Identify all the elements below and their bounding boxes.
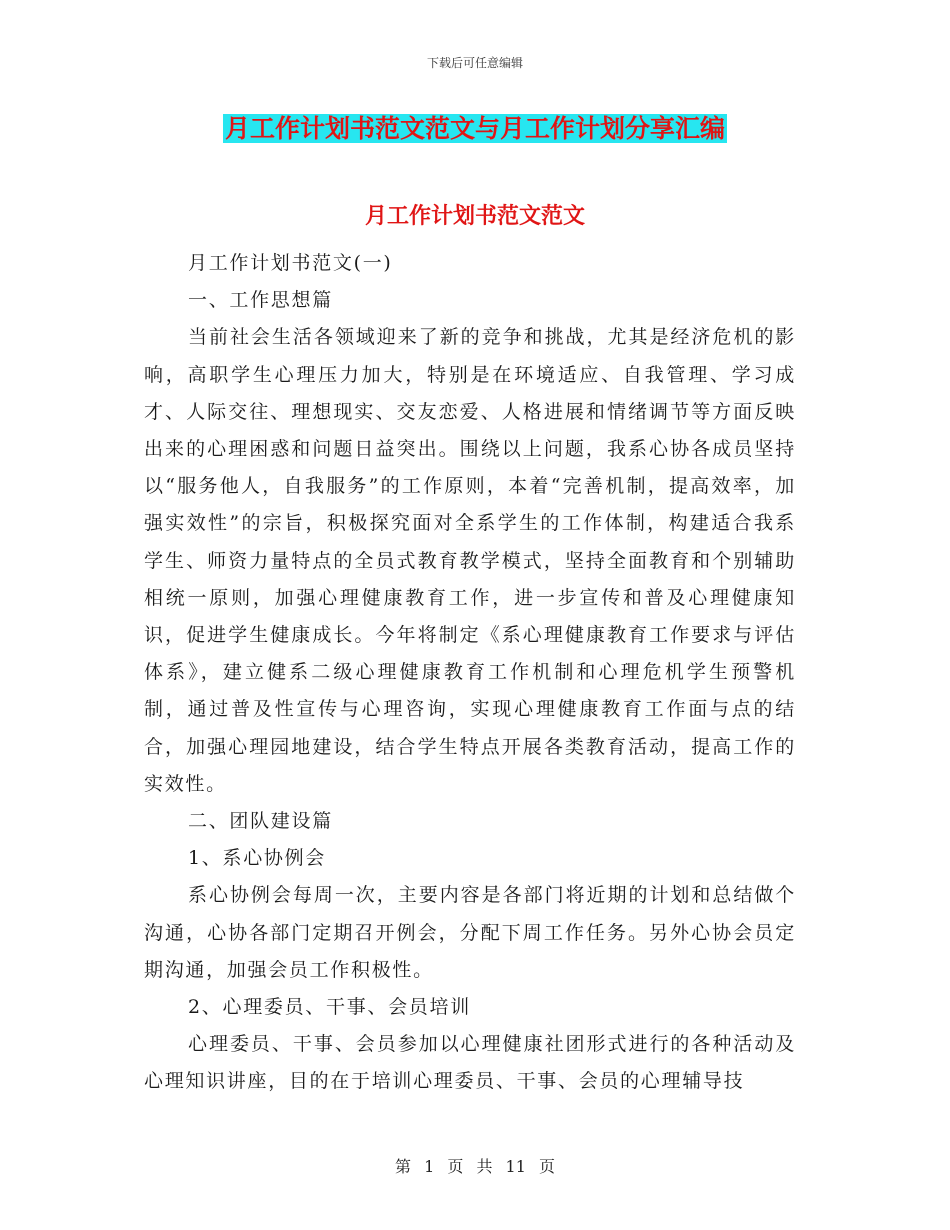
paragraph-subtitle: 月工作计划书范文(一) bbox=[188, 252, 393, 274]
paragraph-subheading-1: 1、系心协例会 bbox=[188, 847, 326, 870]
paragraph-heading-1: 一、工作思想篇 bbox=[188, 289, 333, 312]
page-footer: 第 1 页 共 11 页 bbox=[395, 1157, 555, 1176]
paragraph-subheading-2: 2、心理委员、干事、会员培训 bbox=[188, 996, 471, 1019]
page-header-note: 下载后可任意编辑 bbox=[426, 56, 523, 70]
document-body bbox=[144, 245, 796, 1101]
section-title: 月工作计划书范文范文 bbox=[364, 203, 585, 229]
paragraph-body-2: 系心协例会每周一次，主要内容是各部门将近期的计划和总结做个沟通，心协各部门定期召开例会，分配下周工作任务。另外心协会员定期沟通，加强会员工作积极性。 bbox=[144, 884, 796, 981]
paragraph-heading-2: 二、团队建设篇 bbox=[188, 810, 333, 833]
paragraph-body-1: 当前社会生活各领域迎来了新的竞争和挑战，尤其是经济危机的影响，高职学生心理压力加大，特别是在环境适应、自我管理、学习成才、人际交往、理想现实、交友恋爱、人格进展和情绪调节等方面反映出来的心理困惑和问题日益突出。围绕以上问题，我系心协各成员坚持以“服务他人，自我服务”的工作原则，本着“完善机制，提高效率，加强实效性”的宗旨，积极探究面对全系学生的工作体制，构建适合我系学生、师资力量特点的全员式教育教学模式，坚持全面教育和个别辅助相统一原则，加强心理健康教育工作，进一步宣传和普及心理健康知识，促进学生健康成长。今年将制定《系心理健康教育工作要求与评估体系》，建立健系二级心理健康教育工作机制和心理危机学生预警机制，通过普及性宣传与心理咨询，实现心理健康教育工作面与点的结合，加强心理园地建设，结合学生特点开展各类教育活动，提高工作的实效性。 bbox=[144, 326, 796, 795]
document-title-text: 月工作计划书范文范文与月工作计划分享汇编 bbox=[224, 114, 725, 143]
document-title bbox=[0, 110, 950, 148]
paragraph-body-3: 心理委员、干事、会员参加以心理健康社团形式进行的各种活动及心理知识讲座，目的在于培训心理委员、干事、会员的心理辅导技 bbox=[144, 1033, 796, 1093]
